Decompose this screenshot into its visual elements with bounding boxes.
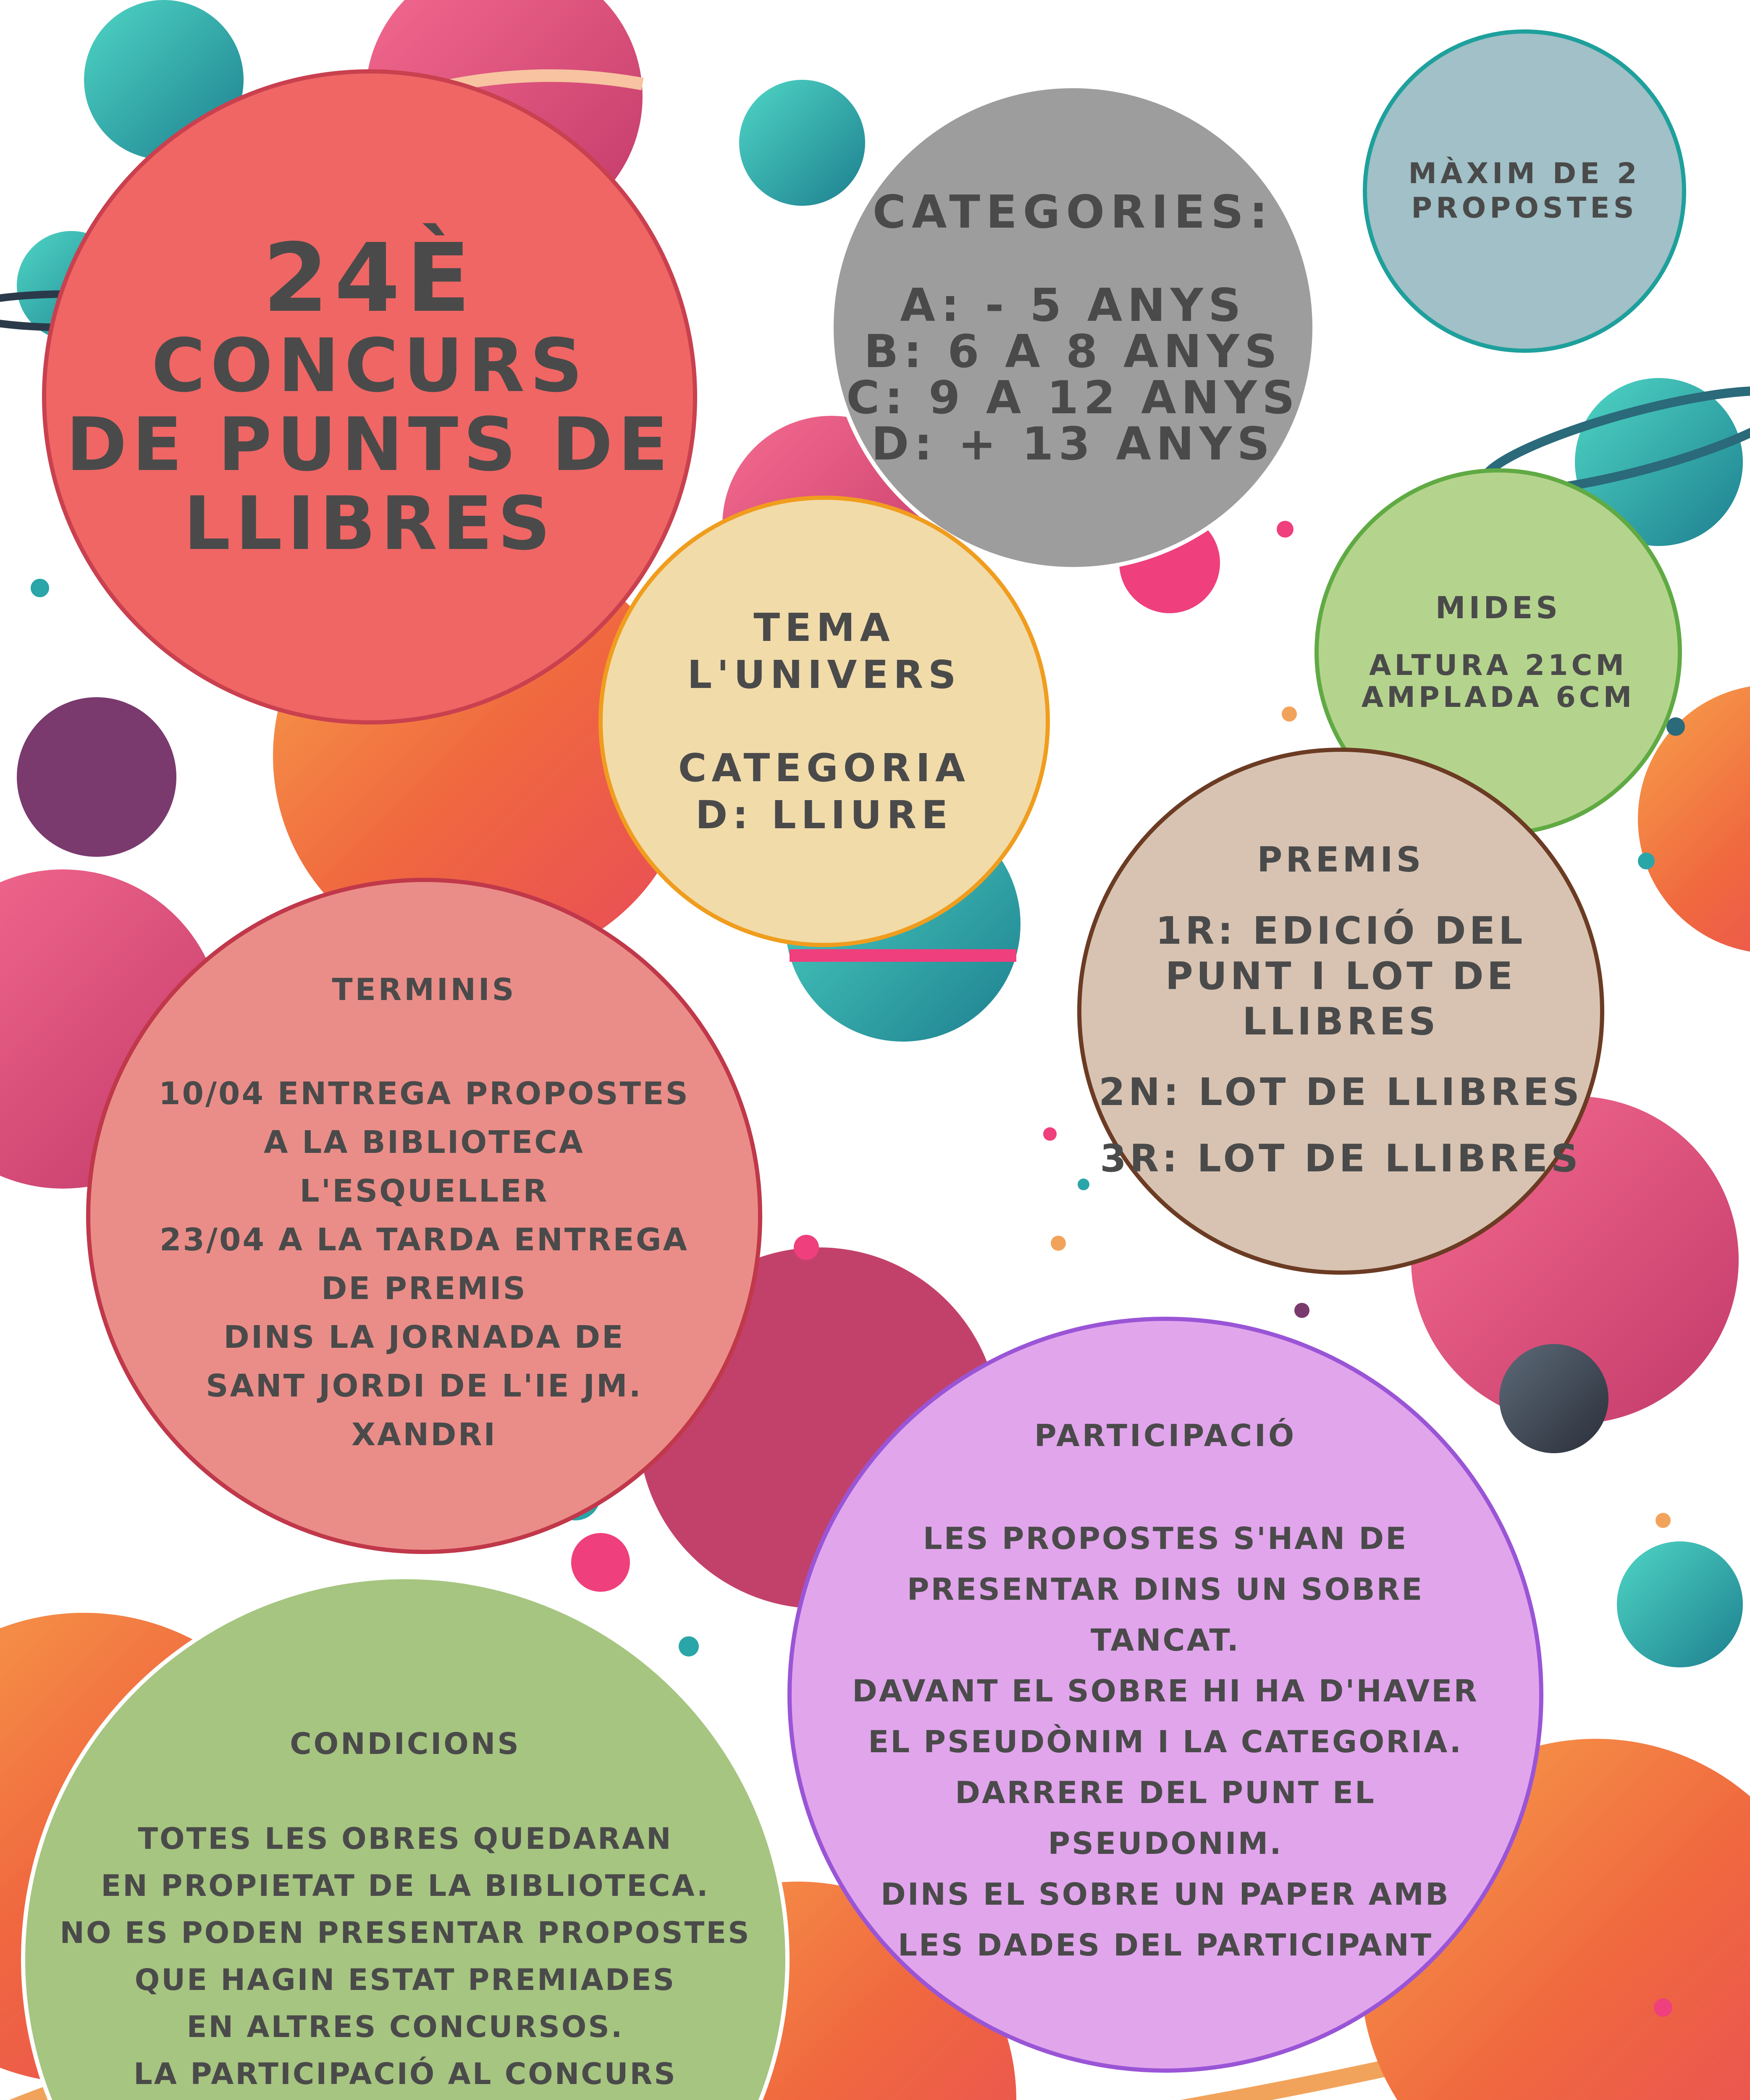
participation-line: PRESENTAR DINS UN SOBRE	[907, 1572, 1424, 1607]
prize-first-line-1: 1R: EDICIÓ DEL	[1155, 908, 1526, 953]
participation-line: EL PSEUDÒNIM I LA CATEGORIA.	[868, 1724, 1463, 1759]
conditions-line: TOTES LES OBRES QUEDARAN	[138, 1822, 673, 1856]
deadline-line: A LA BIBLIOTECA	[264, 1124, 585, 1160]
title-circle	[42, 69, 697, 724]
participation-line: PSEUDONIM.	[1048, 1826, 1283, 1861]
sizes-heading: MIDES	[1435, 590, 1561, 625]
participation-line: DAVANT EL SOBRE HI HA D'HAVER	[852, 1673, 1479, 1709]
title-line-punts: DE PUNTS DE	[66, 402, 673, 488]
deadline-line: 10/04 ENTREGA PROPOSTES	[159, 1076, 690, 1112]
max-proposals-circle	[1363, 29, 1686, 353]
prize-second: 2N: LOT DE LLIBRES	[1099, 1070, 1583, 1114]
planet-grey-right	[1499, 1344, 1608, 1453]
conditions-line: EN ALTRES CONCURSOS.	[186, 2010, 624, 2044]
category-c: C: 9 A 12 ANYS	[846, 371, 1300, 424]
prize-third: 3R: LOT DE LLIBRES	[1100, 1136, 1582, 1181]
conditions-line: EN PROPIETAT DE LA BIBLIOTECA.	[101, 1869, 710, 1903]
theme-circle	[598, 496, 1050, 947]
participation-heading: PARTICIPACIÓ	[1034, 1418, 1297, 1453]
participation-line: LES DADES DEL PARTICIPANT	[897, 1927, 1433, 1963]
categories-heading: CATEGORIES:	[872, 186, 1274, 239]
prize-first-line-2: PUNT I LOT DE	[1165, 954, 1516, 998]
categories-circle	[829, 84, 1317, 571]
participation-line: TANCAT.	[1090, 1622, 1240, 1658]
deadline-line: L'ESQUELLER	[299, 1173, 549, 1209]
participation-line: DARRERE DEL PUNT EL	[955, 1775, 1376, 1810]
participation-line: LES PROPOSTES S'HAN DE	[923, 1521, 1408, 1556]
deadline-line: XANDRI	[351, 1417, 497, 1453]
sizes-height: ALTURA 21CM	[1369, 648, 1628, 682]
prizes-circle	[1077, 748, 1604, 1275]
title-line-llibres: LLIBRES	[184, 481, 556, 567]
deadline-line: DINS LA JORNADA DE	[223, 1319, 625, 1355]
deadlines-circle	[86, 878, 762, 1554]
max-line-2: PROPOSTES	[1411, 192, 1638, 225]
conditions-line: QUE HAGIN ESTAT PREMIADES	[134, 1963, 676, 1997]
theme-category-label: CATEGORIA	[678, 745, 971, 790]
max-line-1: MÀXIM DE 2	[1408, 157, 1641, 190]
deadline-line: SANT JORDI DE L'IE JM.	[206, 1368, 643, 1404]
participation-line: DINS EL SOBRE UN PAPER AMB	[881, 1877, 1450, 1912]
participation-circle	[787, 1317, 1543, 2073]
deadline-line: 23/04 A LA TARDA ENTREGA	[160, 1222, 689, 1258]
theme-label: TEMA	[753, 605, 895, 650]
deadline-line: DE PREMIS	[321, 1270, 527, 1307]
planet-teal-right-2	[1617, 1541, 1743, 1667]
theme-category-value: D: LLIURE	[695, 792, 953, 837]
deadlines-heading: TERMINIS	[332, 972, 517, 1007]
conditions-line: NO ES PODEN PRESENTAR PROPOSTES	[60, 1916, 751, 1950]
conditions-line: LA PARTICIPACIÓ AL CONCURS	[134, 2057, 677, 2091]
conditions-line	[155, 2097, 656, 2100]
title-edition: 24È	[262, 223, 477, 333]
planet-teal-top	[739, 80, 865, 206]
prize-first-line-3: LLIBRES	[1242, 999, 1439, 1044]
category-b: B: 6 A 8 ANYS	[864, 325, 1282, 378]
planet-purple-left	[17, 697, 176, 857]
category-d: D: + 13 ANYS	[871, 417, 1275, 470]
theme-value: L'UNIVERS	[687, 652, 961, 697]
conditions-heading: CONDICIONS	[290, 1727, 521, 1761]
planet-stripe	[790, 949, 1016, 962]
title-line-concurs: CONCURS	[151, 323, 588, 409]
sizes-width: AMPLADA 6CM	[1361, 680, 1635, 714]
category-a: A: - 5 ANYS	[900, 279, 1246, 332]
prizes-heading: PREMIS	[1257, 840, 1425, 880]
